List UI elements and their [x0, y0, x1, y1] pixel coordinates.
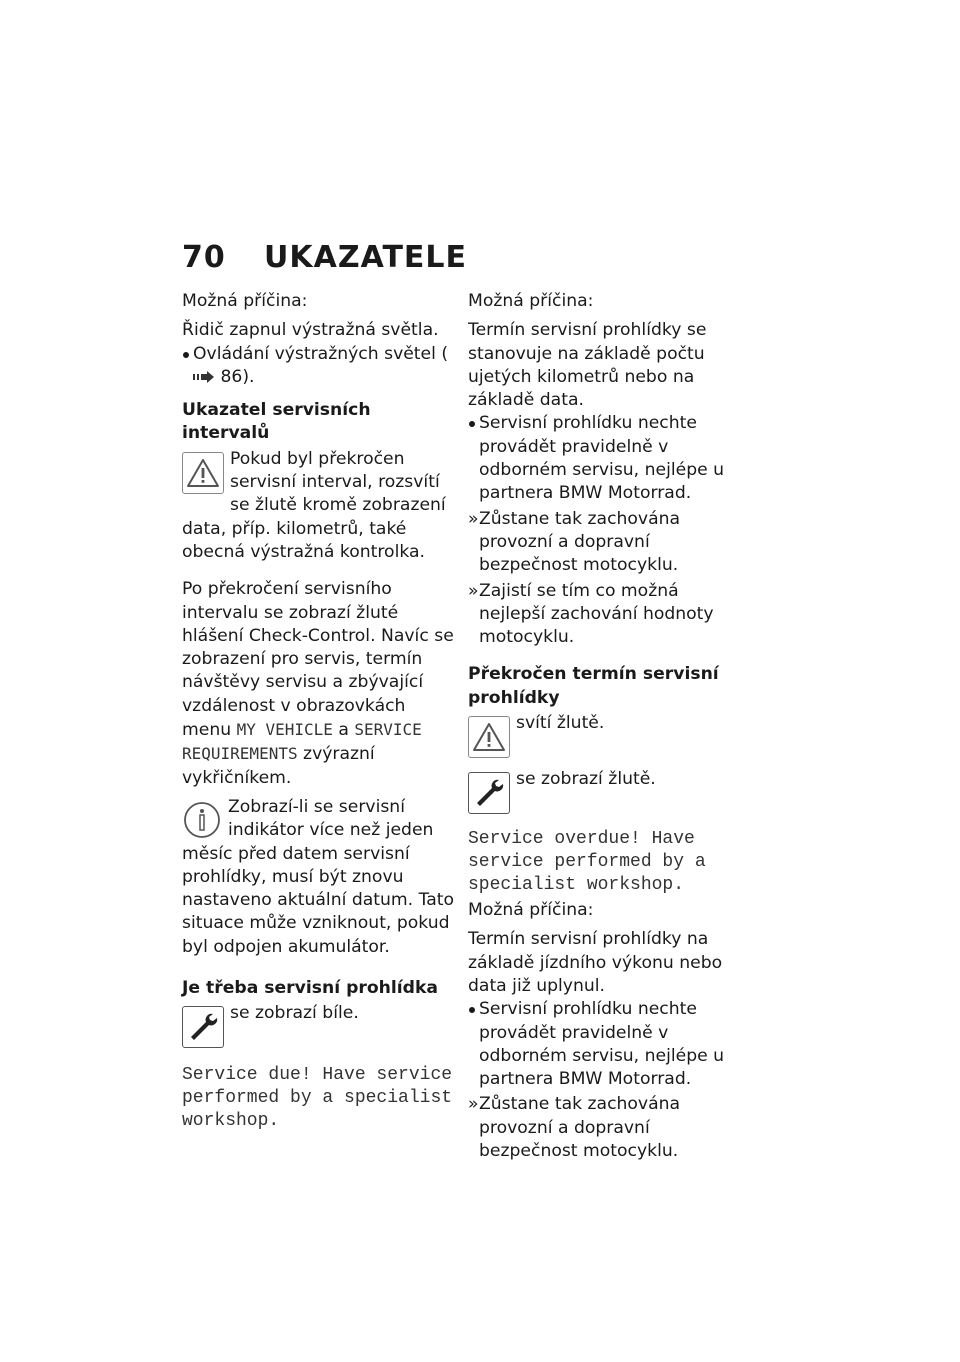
cause-text: Termín servisní prohlídky se stanovuje na základě počtu ujetých kilometrů nebo na základě data. — [468, 320, 707, 411]
wrench-icon — [468, 772, 510, 814]
info-block — [182, 796, 454, 965]
bullet-text: Ovládání výstražných světel ( — [193, 343, 449, 364]
wrench-block — [182, 1002, 454, 1050]
info-text: Zobrazí-li se servisní indikátor více než jeden měsíc před datem servisní prohlídky, musí být znovu nastaveno aktuální datum. Tato situace může vzniknout, pokud byl odpojen akumulátor. — [182, 796, 455, 957]
result-item: » Zajistí se tím co možná nejlepší zachování hodnoty motocyklu. — [468, 580, 740, 650]
display-message: Service due! Have service performed by a specialist workshop. — [182, 1065, 453, 1132]
service-interval-paragraph — [182, 578, 454, 790]
warning-block — [182, 448, 454, 570]
wrench-icon — [182, 1006, 224, 1048]
wrench-text: se zobrazí žlutě. — [516, 769, 656, 790]
paragraph-and: a — [332, 720, 355, 741]
cause-text: Termín servisní prohlídky na základě jízdního výkonu nebo data již uplynul. — [468, 929, 723, 996]
page-reference: 86). — [220, 366, 255, 387]
cause-text: Řidič zapnul výstražná světla. — [182, 320, 439, 341]
bullet-item — [182, 343, 454, 390]
page-number: 70 — [182, 240, 226, 275]
heading-service-overdue: Překročen termín servisní prohlídky — [468, 664, 719, 708]
warning-block — [468, 712, 740, 760]
warning-text: svítí žlutě. — [516, 713, 605, 734]
heading-service-interval: Ukazatel servisních intervalů — [182, 400, 371, 444]
cause-label: Možná příčina: — [182, 291, 308, 311]
page-title: UKAZATELE — [264, 240, 468, 275]
paragraph-end: zvýrazní vykřičníkem. — [182, 744, 375, 788]
page-header — [182, 240, 467, 275]
bullet-item: Servisní prohlídku nechte provádět pravidelně v odborném servisu, nejlépe u partnera BMW Motorrad. — [468, 998, 740, 1091]
page-reference-arrow-icon — [193, 371, 215, 383]
right-column — [468, 290, 740, 1165]
heading-service-due: Je třeba servisní prohlídka — [182, 978, 439, 999]
paragraph-text: Po překročení servisního intervalu se zobrazí žluté hlášení Check-Control. Navíc se zobrazení pro servis, termín návštěvy servisu a zbývající vzdálenost v obrazovkách menu — [182, 579, 454, 741]
cause-label: Možná příčina: — [468, 291, 594, 311]
warning-text: Pokud byl překročen servisní interval, rozsvítí se žlutě kromě zobrazení data, příp. kilometrů, také obecná výstražná kontrolka. — [182, 448, 446, 562]
bullet-item: Servisní prohlídku nechte provádět pravidelně v odborném servisu, nejlépe u partnera BMW Motorrad. — [468, 412, 740, 505]
cause-label: Možná příčina: — [468, 900, 594, 921]
display-message: Service overdue! Have service performed by a specialist workshop. — [468, 829, 706, 896]
info-icon — [182, 800, 222, 840]
result-item: » Zůstane tak zachována provozní a dopravní bezpečnost motocyklu. — [468, 508, 740, 578]
menu-service-requirements: SERVICE REQUIREMENTS — [182, 720, 422, 764]
menu-my-vehicle: MY VEHICLE — [236, 720, 333, 740]
result-item: » Zůstane tak zachována provozní a dopravní bezpečnost motocyklu. — [468, 1093, 740, 1163]
left-column — [182, 290, 454, 1135]
warning-triangle-icon — [468, 716, 510, 758]
wrench-text: se zobrazí bíle. — [230, 1003, 359, 1024]
warning-triangle-icon — [182, 452, 224, 494]
wrench-block — [468, 768, 740, 816]
